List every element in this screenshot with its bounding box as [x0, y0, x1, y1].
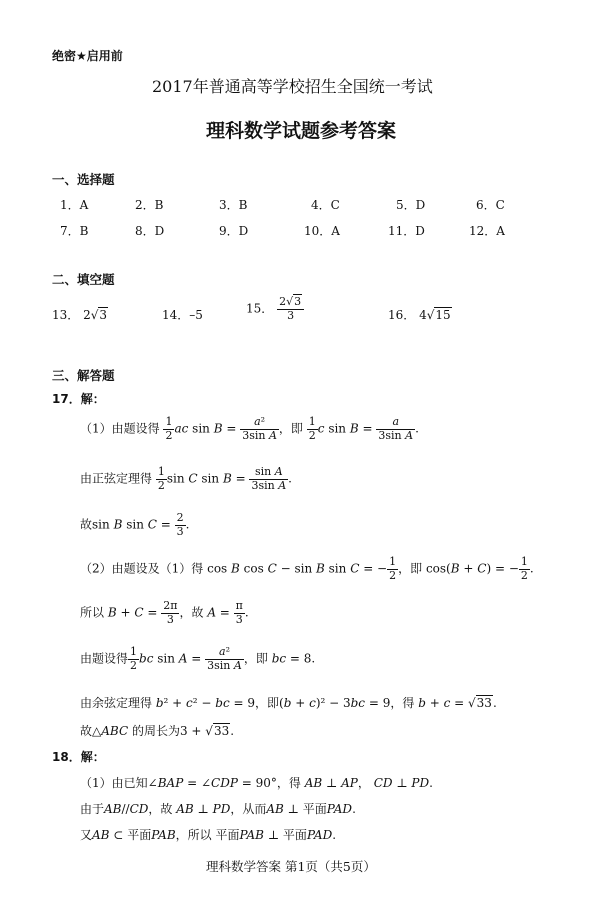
section-heading-fill: 二、填空题 [52, 272, 115, 287]
p17-line-5: 所以 B + C = $\frac{2\pi}{3}$ ，故 A = $\frac{\pi}{3}$ . [80, 599, 249, 626]
page-title: 理科数学试题参考答案 [206, 120, 397, 142]
page-footer: 理科数学答案 第1页（共5页） [206, 859, 376, 874]
p18-line-2: 由于AB//CD，故 AB ⊥ PD，从而AB ⊥ 平面PAD. [80, 802, 356, 816]
exam-title: 2017年普通高等学校招生全国统一考试 [152, 77, 433, 96]
p17-line-4: （2）由题设及（1）得 cos B cos C − sin B sin C = − $\frac{1}{2}$ ，即 cos(B + C) = − $\frac{1}{2}$ . [80, 555, 534, 582]
fill-answer-13: 13． 2√3 [52, 308, 108, 322]
answer-3: 3．B [219, 198, 248, 212]
p17-line-1: （1）由题设得 $\frac{1}{2}$ ac sin B = $\frac{\text{a²}}{\text{3sin A}}$ ，即 $\frac{1}{2}$ c sin B = $\frac{a}{\text{3sin A}}$ . [80, 415, 419, 442]
answer-11: 11．D [388, 224, 425, 238]
p17-line-2: 由正弦定理得 $\frac{1}{2}$ sin C sin B = $\frac{\text{sin A}}{\text{3sin A}}$ . [80, 465, 292, 492]
answer-2: 2．B [135, 198, 164, 212]
p17-line-8: 故△ABC 的周长为3 + √33. [80, 724, 235, 738]
p17-line-6: 由题设得 $\frac{1}{2}$ bc sin A = $\frac{\text{a²}}{\text{3sin A}}$ ，即 bc = 8. [80, 645, 316, 672]
problem-18-label: 18．解： [52, 750, 105, 764]
fill-answer-14: 14．–5 [162, 308, 203, 322]
answer-1: 1．A [60, 198, 89, 212]
section-heading-solutions: 三、解答题 [52, 368, 115, 383]
p18-line-1: （1）由已知∠BAP = ∠CDP = 90°，得 AB ⊥ AP， CD ⊥ PD. [80, 776, 433, 790]
confidential-label: 绝密★启用前 [52, 49, 123, 63]
section-heading-choice: 一、选择题 [52, 172, 115, 187]
problem-17-label: 17．解： [52, 392, 105, 406]
answer-12: 12．A [469, 224, 505, 238]
p17-line-3: 故sin B sin C = $\frac{2}{3}$ . [80, 511, 190, 538]
answer-10: 10．A [304, 224, 340, 238]
fill-answer-16: 16． 4√15 [388, 308, 451, 322]
answer-8: 8．D [135, 224, 165, 238]
answer-4: 4．C [311, 198, 340, 212]
answer-7: 7．B [60, 224, 89, 238]
fill-answer-15: 15． $\frac{2√3}{3}$ [246, 296, 304, 322]
answer-5: 5．D [396, 198, 426, 212]
p17-line-7: 由余弦定理得 b² + c² − bc = 9，即(b + c)² − 3bc = 9，得 b + c = √33. [80, 696, 497, 710]
p18-line-3: 又AB ⊂ 平面PAB，所以 平面PAB ⊥ 平面PAD. [80, 828, 337, 842]
answer-6: 6．C [476, 198, 505, 212]
answer-9: 9．D [219, 224, 249, 238]
